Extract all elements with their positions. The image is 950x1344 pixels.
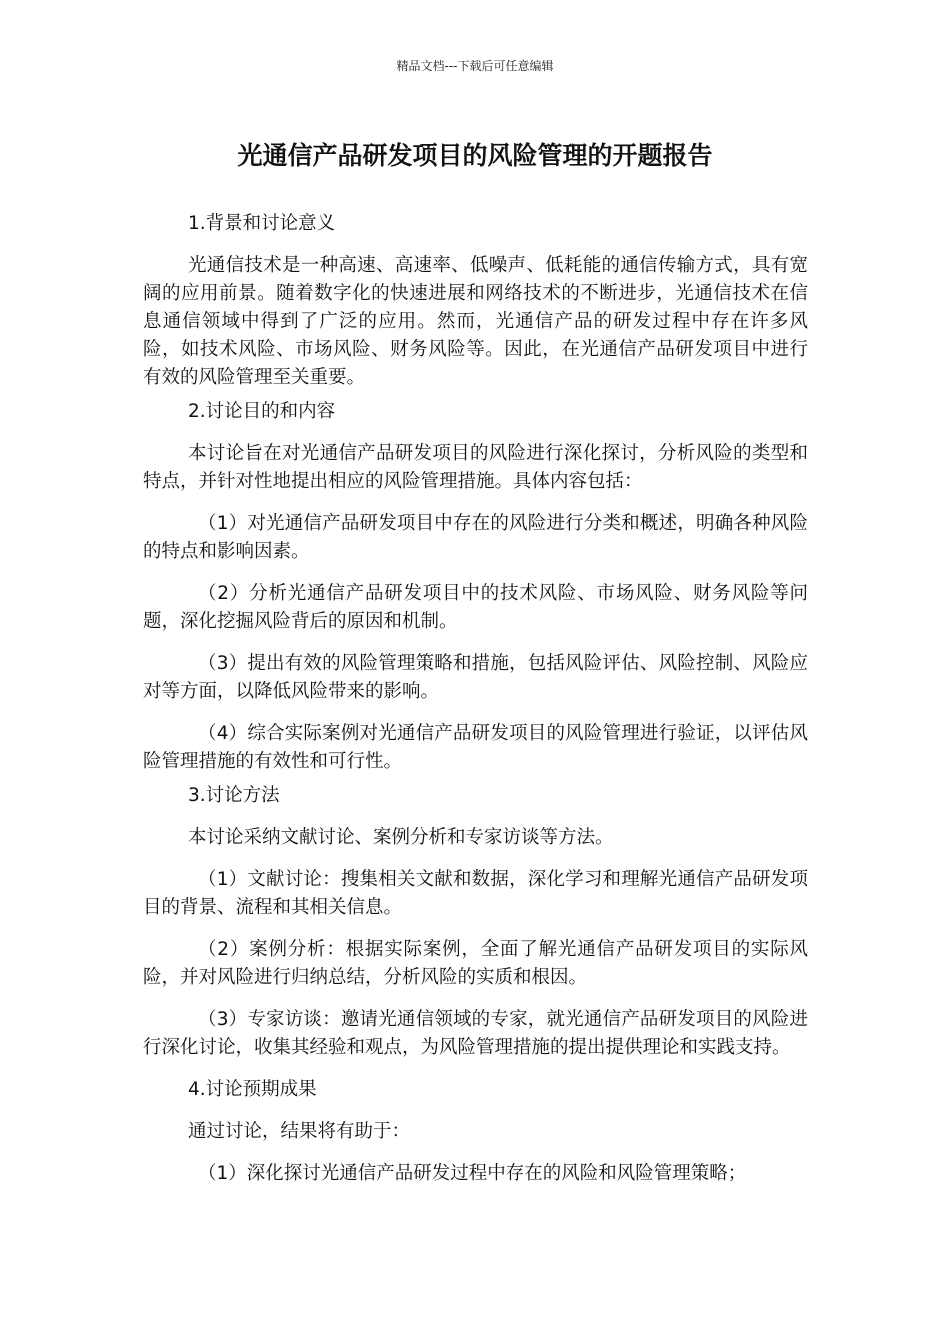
document-title: 光通信产品研发项目的风险管理的开题报告 (237, 141, 713, 170)
section-heading-outcomes: 4.讨论预期成果 (188, 1079, 317, 1100)
paragraph-objectives-intro: 本讨论旨在对光通信产品研发项目的风险进行深化探讨，分析风险的类型和特点，并针对性地提出相应的风险管理措施。具体内容包括： (143, 443, 808, 492)
document-body (143, 210, 808, 1188)
list-item: （1）文献讨论：搜集相关文献和数据，深化学习和理解光通信产品研发项目的背景、流程和其相关信息。 (143, 869, 808, 918)
list-item: （4）综合实际案例对光通信产品研发项目的风险管理进行验证，以评估风险管理措施的有效性和可行性。 (143, 723, 808, 772)
list-item: （2）案例分析：根据实际案例，全面了解光通信产品研发项目的实际风险，并对风险进行归纳总结，分析风险的实质和根因。 (143, 939, 808, 988)
list-item: （3）提出有效的风险管理策略和措施，包括风险评估、风险控制、风险应对等方面，以降低风险带来的影响。 (143, 653, 808, 702)
list-item: （2）分析光通信产品研发项目中的技术风险、市场风险、财务风险等问题，深化挖掘风险背后的原因和机制。 (143, 583, 808, 632)
section-heading-objectives: 2.讨论目的和内容 (188, 401, 336, 422)
section-heading-methods: 3.讨论方法 (188, 785, 280, 806)
list-item: （1）对光通信产品研发项目中存在的风险进行分类和概述，明确各种风险的特点和影响因素。 (143, 513, 808, 562)
page-header: 精品文档---下载后可任意编辑 (396, 59, 554, 73)
section-heading-background: 1.背景和讨论意义 (188, 213, 336, 234)
paragraph-outcomes-intro: 通过讨论，结果将有助于： (188, 1121, 411, 1142)
list-item: （1）深化探讨光通信产品研发过程中存在的风险和风险管理策略； (198, 1163, 747, 1184)
paragraph-methods-intro: 本讨论采纳文献讨论、案例分析和专家访谈等方法。 (188, 827, 614, 848)
list-item: （3）专家访谈：邀请光通信领域的专家，就光通信产品研发项目的风险进行深化讨论，收集其经验和观点，为风险管理措施的提出提供理论和实践支持。 (143, 1009, 808, 1058)
paragraph-background: 光通信技术是一种高速、高速率、低噪声、低耗能的通信传输方式，具有宽阔的应用前景。随着数字化的快速进展和网络技术的不断进步，光通信技术在信息通信领域中得到了广泛的应用。然而，光通信产品的研发过程中存在许多风险，如技术风险、市场风险、财务风险等。因此，在光通信产品研发项目中进行有效的风险管理至关重要。 (143, 255, 808, 388)
